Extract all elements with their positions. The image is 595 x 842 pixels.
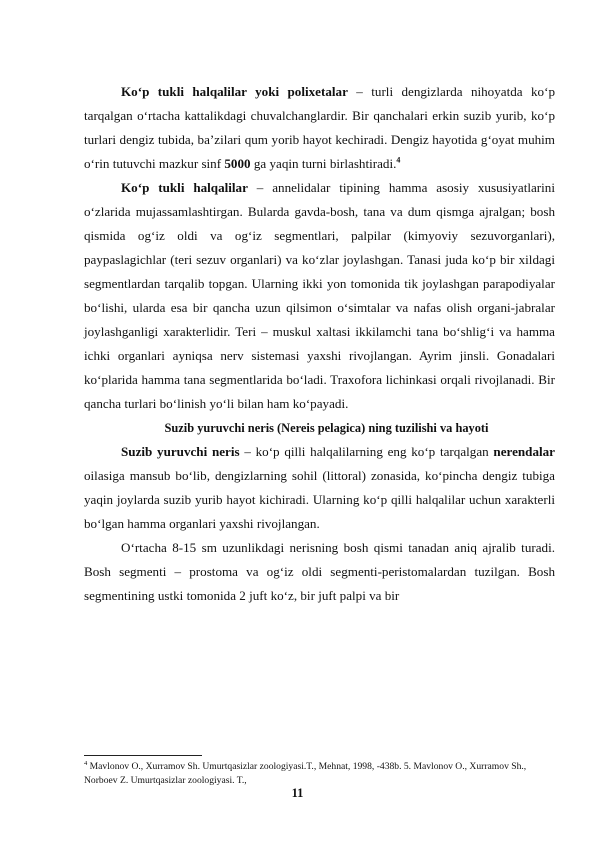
section-heading: Suzib yuruvchi neris (Nereis pelagica) ning tuzilishi va hayoti <box>164 421 489 435</box>
paragraph-text: oilasiga mansub bo‘lib, dengizlarning sohil (littoral) zonasida, ko‘pincha dengiz tubiga yaqin joylarda suzib yurib hayot kichiradi. Ularning ko‘p qilli halqalilar uchun xarakterli bo‘lgan hamma organlari yaxshi rivojlangan. <box>84 468 555 531</box>
body-text <box>84 80 555 608</box>
page-number: 11 <box>291 786 304 800</box>
term-nerendalar: nerendalar <box>493 444 555 459</box>
footnote <box>84 760 564 788</box>
term-nereis: Suzib yuruvchi neris <box>121 444 240 459</box>
footnote-reference[interactable]: 4 <box>396 155 401 165</box>
paragraph-text: – turli dengizlarda nihoyatda ko‘p tarqalgan o‘rtacha kattalikdagi chuvalchanglardir. Bir qanchalari erkin suzib yurib, ko‘p turlari dengiz tubida, ba’zilari qum yorib hayot kechiradi. Dengiz hayotida g‘oyat muhim o‘rin tutuvchi mazkur sinf <box>84 84 555 171</box>
paragraph-nereis-structure <box>84 536 555 608</box>
paragraph-text: – annelidalar tipining hamma asosiy xususiyatlarini o‘zlarida mujassamlashtirgan. Bularda gavda-bosh, tana va dum qismga ajralgan; bosh qismida og‘iz oldi va og‘iz segmentlari, palpilar (kimyoviy sezuvorganlari), paypaslagichlar (teri sezuv organlari) va ko‘zlar joylashgan. Tanasi juda ko‘p bir xildagi segmentlardan tarqalib topgan. Ularning ikki yon tomonida tik joylashgan parapodiyalar bo‘lishi, ularda esa bir qancha uzun qilsimon o‘simtalar va nafas olish organi-jabralar joylashganligi xarakterlidir. Teri – muskul xaltasi ikkilamchi tana bo‘shlig‘i va hamma ichki organlari ayniqsa nerv sistemasi yaxshi rivojlangan. Ayrim jinsli. Gonadalari ko‘plarida hamma tana segmentlarida bo‘ladi. Traxofora lichinkasi orqali rivojlanadi. Bir qancha turlari bo‘linish yo‘li bilan ham ko‘payadi. <box>84 180 555 411</box>
footnote-line: Norboev Z. Umurtqasizlar zoologiyasi. T., <box>84 775 247 786</box>
paragraph-polychaeta-intro <box>84 80 555 176</box>
footnote-divider <box>84 755 202 756</box>
paragraph-text: O‘rtacha 8-15 sm uzunlikdagi nerisning bosh qismi tanadan aniq ajralib turadi. Bosh segmenti – prostoma va og‘iz oldi segmenti-peristomalardan tuzilgan. Bosh segmentining ustki tomonida 2 juft ko‘z, bir juft palpi va bir <box>84 540 555 603</box>
paragraph-polychaeta-features <box>84 176 555 416</box>
species-count: 5000 <box>224 156 251 171</box>
footnote-number: 4 <box>84 759 88 767</box>
paragraph-nereis-habitat <box>84 440 555 536</box>
footnote-line: Mavlonov O., Xurramov Sh. Umurtqasizlar zoologiyasi.T., Mehnat, 1998, -438b. 5. Mavlonov O., Xurramov Sh., <box>87 761 527 772</box>
paragraph-text: – ko‘p qilli halqalilarning eng ko‘p tarqalgan <box>239 444 494 459</box>
term-polychaeta: Ko‘p tukli halqalilar yoki polixetalar <box>121 84 348 99</box>
paragraph-text: ga yaqin turni birlashtiradi. <box>250 156 397 171</box>
term-polychaeta-short: Ko‘p tukli halqalilar <box>121 180 248 195</box>
